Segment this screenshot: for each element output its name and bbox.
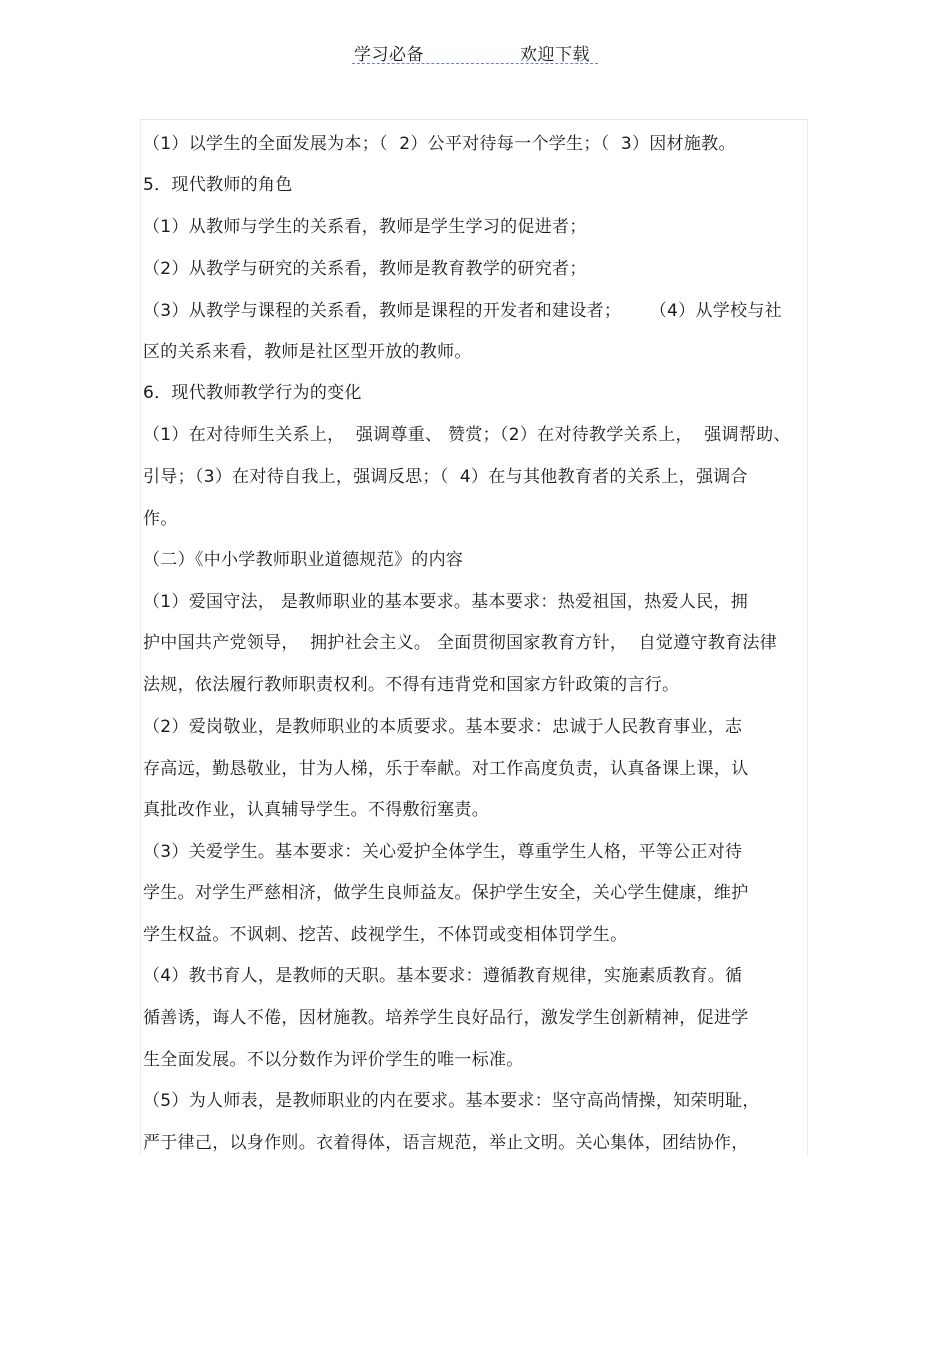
text-line: 作。 bbox=[143, 509, 178, 529]
section-heading: （二）《中小学教师职业道德规范》的内容 bbox=[143, 550, 464, 570]
text-line: 严于律己，以身作则。衣着得体，语言规范，举止文明。关心集体，团结协作， bbox=[143, 1133, 749, 1153]
text-line: （1）爱国守法， 是教师职业的基本要求。基本要求：热爱祖国，热爱人民，拥 bbox=[143, 592, 749, 612]
text-line: （2）爱岗敬业，是教师职业的本质要求。基本要求：忠诚于人民教育事业，志 bbox=[143, 717, 743, 737]
page-header bbox=[352, 38, 598, 66]
text-line: （3）从教学与课程的关系看，教师是课程的开发者和建设者； （4）从学校与社 bbox=[143, 301, 782, 321]
text-line: 学生权益。不讽刺、挖苦、歧视学生，不体罚或变相体罚学生。 bbox=[143, 925, 628, 945]
text-line: 真批改作业，认真辅导学生。不得敷衍塞责。 bbox=[143, 800, 489, 820]
section-heading: 5．现代教师的角色 bbox=[143, 175, 293, 195]
text-line: 学生。对学生严慈相济，做学生良师益友。保护学生安全，关心学生健康，维护 bbox=[143, 883, 749, 903]
text-line: （1）从教师与学生的关系看，教师是学生学习的促进者； bbox=[143, 217, 587, 237]
text-line: 生全面发展。不以分数作为评价学生的唯一标准。 bbox=[143, 1050, 524, 1070]
text-line: （1）在对待师生关系上， 强调尊重、 赞赏；（2）在对待教学关系上， 强调帮助、 bbox=[143, 425, 791, 445]
header-dashed-underline bbox=[352, 63, 598, 64]
text-line: 存高远，勤恳敬业，甘为人梯，乐于奉献。对工作高度负责，认真备课上课，认 bbox=[143, 759, 749, 779]
text-line: （3）关爱学生。基本要求：关心爱护全体学生，尊重学生人格，平等公正对待 bbox=[143, 842, 743, 862]
text-line: （5）为人师表，是教师职业的内在要求。基本要求：坚守高尚情操，知荣明耻， bbox=[143, 1091, 760, 1111]
text-line: 护中国共产党领导， 拥护社会主义。 全面贯彻国家教育方针， 自觉遵守教育法律 bbox=[143, 633, 778, 653]
text-line: （2）从教学与研究的关系看，教师是教育教学的研究者； bbox=[143, 259, 587, 279]
text-line: 法规，依法履行教师职责权利。不得有违背党和国家方针政策的言行。 bbox=[143, 675, 680, 695]
text-line: 循善诱，诲人不倦，因材施教。培养学生良好品行，激发学生创新精神，促进学 bbox=[143, 1008, 749, 1028]
section-heading: 6．现代教师教学行为的变化 bbox=[143, 383, 362, 403]
header-left-text: 学习必备 bbox=[354, 45, 424, 65]
text-line: 区的关系来看，教师是社区型开放的教师。 bbox=[143, 342, 472, 362]
text-line: 引导；（3）在对待自我上，强调反思；（ 4）在与其他教育者的关系上，强调合 bbox=[143, 467, 748, 487]
text-line: （4）教书育人，是教师的天职。基本要求：遵循教育规律，实施素质教育。循 bbox=[143, 966, 743, 986]
header-right-text: 欢迎下载 bbox=[520, 45, 590, 65]
text-line: （1）以学生的全面发展为本；（ 2）公平对待每一个学生；（ 3）因材施教。 bbox=[143, 134, 736, 154]
